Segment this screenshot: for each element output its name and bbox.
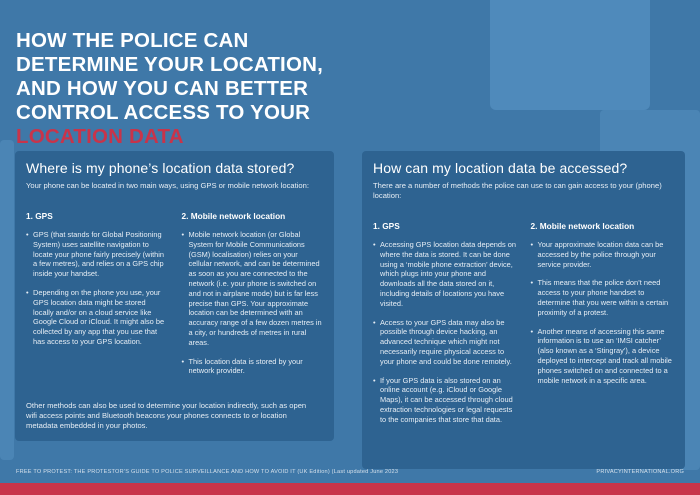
panel-columns [373, 221, 674, 434]
bullet-list [26, 230, 168, 347]
panel-intro: There are a number of methods the police can use to can gain access to your (phone) location: [373, 181, 662, 200]
page-title [16, 29, 346, 149]
panel-intro: Your phone can be located in two main ways, using GPS or mobile network location: [26, 181, 309, 190]
list-item: • GPS (that stands for Global Positioning System) uses satellite navigation to locate your phone fairly precisely (within a few metres), and relies on a GPS chip inside your handset. [26, 230, 168, 279]
list-item: • This means that the police don’t need access to your phone handset to determine that you were within a certain proximity of a protest. [531, 278, 675, 317]
column-heading: 2. Mobile network location [181, 211, 286, 221]
title-line: DETERMINE YOUR LOCATION, [16, 53, 323, 76]
gps-column [373, 221, 517, 434]
location-access-panel [362, 151, 685, 469]
column-heading: 1. GPS [26, 211, 53, 221]
footer [16, 469, 684, 475]
footer-website-link[interactable]: PRIVACYINTERNATIONAL.ORG [596, 469, 684, 475]
bottom-accent-bar [0, 483, 700, 495]
bullet-list [373, 240, 517, 425]
panel-heading: How can my location data be accessed? [373, 160, 628, 176]
gps-column [26, 211, 168, 385]
list-item: • Your approximate location data can be accessed by the police through your service provider. [531, 240, 675, 269]
panel-heading: Where is my phone’s location data stored? [26, 160, 295, 176]
title-line: AND HOW YOU CAN BETTER [16, 77, 309, 100]
panel-outro: Other methods can also be used to determine your location indirectly, such as open wifi access points and Bluetooth beacons your phones connects to or location metadata embedded in your photos. [26, 401, 307, 430]
list-item: • Access to your GPS data may also be possible through device hacking, an advanced technique which might not necessarily require physical access to your phone and could be done remotely. [373, 318, 517, 367]
list-item: • This location data is stored by your network provider. [182, 357, 324, 377]
bullet-list [182, 230, 324, 376]
title-accent: LOCATION DATA [16, 125, 184, 148]
footer-citation: FREE TO PROTEST: THE PROTESTOR’S GUIDE TO POLICE SURVEILLANCE AND HOW TO AVOID IT (UK Edition) (Last updated June 2023 [16, 469, 399, 475]
title-line: HOW THE POLICE CAN [16, 29, 249, 52]
list-item: • Another means of accessing this same information is to use an ‘IMSI catcher’ (also known as a ‘Stingray’), a device deployed to intercept and track all mobile phones switched on and connected to a mobile network in a specific area. [531, 327, 675, 386]
list-item: • If your GPS data is also stored on an online account (e.g. iCloud or Google Maps), it can be accessed through cloud extraction technologies or legal requests to the companies that store that data. [373, 376, 517, 425]
list-item: • Depending on the phone you use, your GPS location data might be stored locally and/or on a cloud service like Google Cloud or iCloud. It might also be collected by any app that you use that has access to your GPS location. [26, 288, 168, 347]
background-shape [490, 0, 650, 110]
list-item: • Mobile network location (or Global System for Mobile Communications (GSM) localisation) relies on your cellular network, and can be determined as soon as you are connected to the network (i.e. your phone is switched on and not in airplane mode) but is far less precise than GPS. Your approximate location can be determined with an accuracy range of a few dozen metres in a city, or hundreds of metres in rural areas. [182, 230, 324, 348]
column-heading: 2. Mobile network location [530, 221, 635, 231]
background-shape [0, 140, 14, 460]
list-item: • Accessing GPS location data depends on where the data is stored. It can be done using a ‘mobile phone extraction’ device, which plugs into your phone and downloads all the data stored on it, including details of locations you have visited. [373, 240, 517, 309]
mobile-network-column [531, 221, 675, 434]
location-storage-panel [15, 151, 334, 441]
panel-columns [26, 211, 323, 385]
column-heading: 1. GPS [373, 221, 400, 231]
mobile-network-column [182, 211, 324, 385]
title-line: CONTROL ACCESS TO YOUR [16, 101, 311, 124]
bullet-list [531, 240, 675, 385]
